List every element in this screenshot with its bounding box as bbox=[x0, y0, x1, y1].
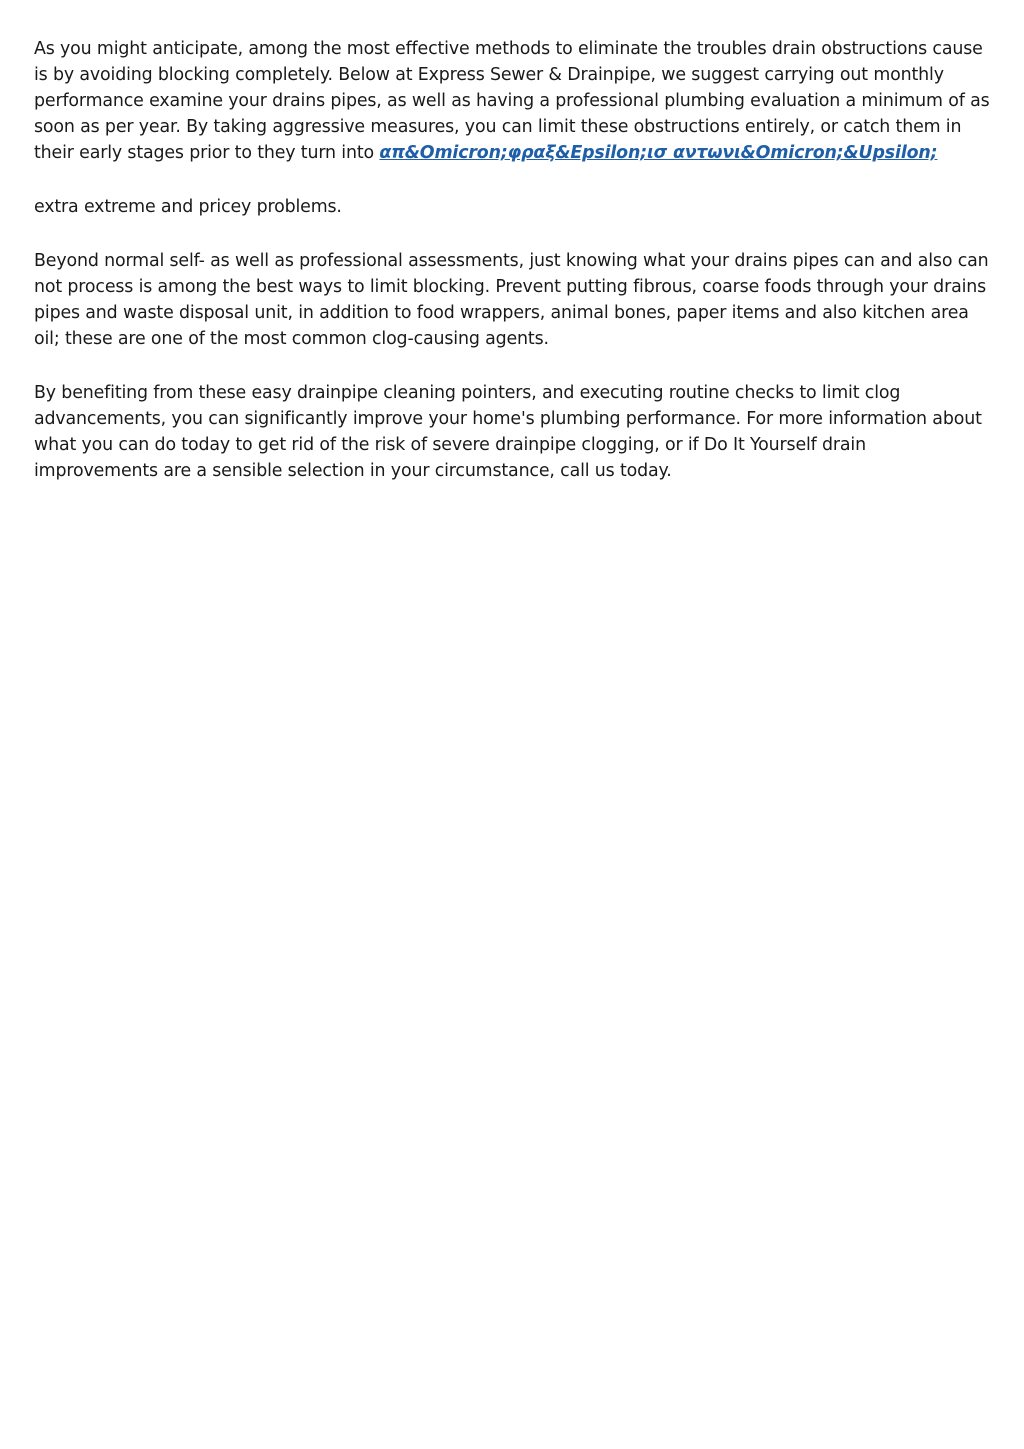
paragraph-assessments: Beyond normal self- as well as professional assessments, just knowing what your drains pipes can and also can not process is among the best ways to limit blocking. Prevent putting fibrous, coarse foods through your drains pipes and waste disposal unit, in addition to food wrappers, animal bones, paper items and also kitchen area oil; these are one of the most common clog-causing agents. bbox=[34, 251, 989, 349]
paragraph-prevention-text: As you might anticipate, among the most effective methods to eliminate the troubles drain obstructions cause is by avoiding blocking completely. Below at Express Sewer & Drainpipe, we suggest carrying out monthly performance examine your drains pipes, as well as having a professional plumbing evaluation a minimum of as soon as per year. By taking aggressive measures, you can limit these obstructions entirely, or catch them in their early stages prior to they turn into bbox=[34, 39, 990, 163]
paragraph-prevention bbox=[34, 36, 994, 166]
paragraph-conclusion: By benefiting from these easy drainpipe cleaning pointers, and executing routine checks to limit clog advancements, you can significantly improve your home's plumbing performance. For more information about what you can do today to get rid of the risk of severe drainpipe clogging, or if Do It Yourself drain improvements are a sensible selection in your circumstance, call us today. bbox=[34, 383, 982, 481]
greek-link[interactable]: απ&Omicron;φραξ&Epsilon;ισ αντωνι&Omicron;&Upsilon; bbox=[379, 143, 938, 163]
document-body bbox=[34, 36, 994, 512]
paragraph-problems: extra extreme and pricey problems. bbox=[34, 197, 342, 217]
